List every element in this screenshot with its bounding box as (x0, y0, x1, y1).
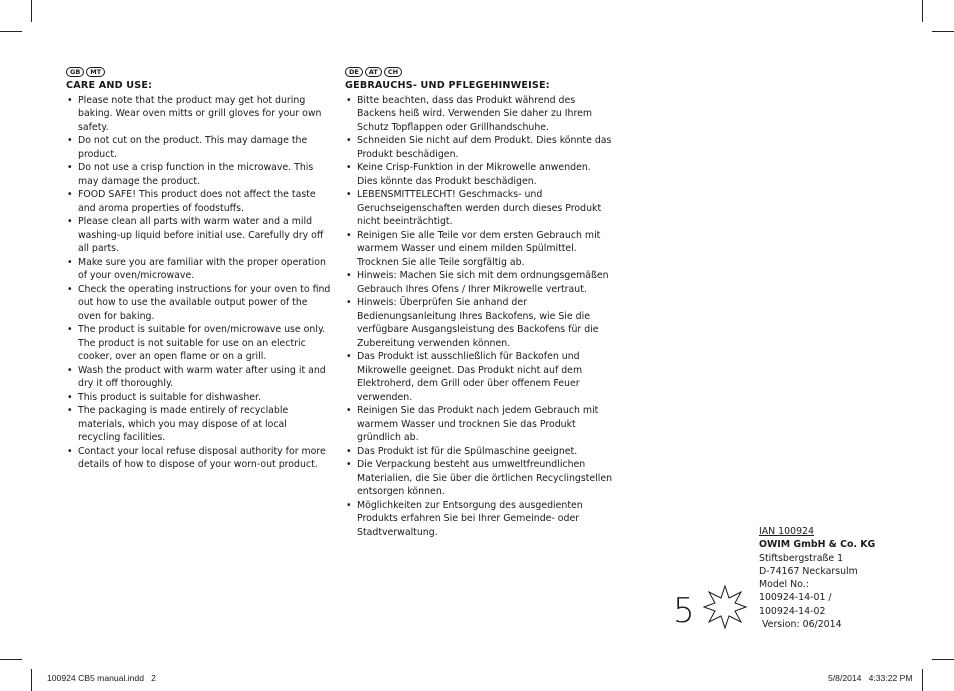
list-item: • Schneiden Sie nicht auf dem Produkt. Dies könnte das Produkt beschädigen. (345, 134, 613, 161)
model-label: Model No.: (759, 579, 809, 591)
company-city: D-74167 Neckarsulm (759, 565, 858, 577)
list-item: • Möglichkeiten zur Entsorgung des ausgedienten Produkts erfahren Sie bei Ihrer Gemeinde- oder Stadtverwaltung. (345, 499, 613, 540)
crop-mark-bottom-right-v (922, 669, 923, 691)
german-section (345, 66, 613, 539)
crop-mark-top-right-v (922, 0, 923, 22)
crop-mark-bottom-left-v (31, 669, 32, 691)
list-item: • Make sure you are familiar with the proper operation of your oven/microwave. (66, 256, 332, 283)
list-item: • Reinigen Sie alle Teile vor dem ersten Gebrauch mit warmem Wasser und einem milden Spülmittel. Trocknen Sie alle Teile sorgfältig ab. (345, 229, 613, 270)
list-item: • Check the operating instructions for your oven to find out how to use the available output power of the oven for baking. (66, 283, 332, 324)
model-number-1: 100924-14-01 / (759, 592, 832, 604)
list-item: • This product is suitable for dishwasher. (66, 391, 332, 405)
file-info: 100924 CB5 manual.indd 2 (47, 673, 156, 683)
list-item: • FOOD SAFE! This product does not affect the taste and aroma properties of foodstuffs. (66, 188, 332, 215)
crop-mark-top-right-h (932, 31, 954, 32)
language-badge: DE (345, 67, 363, 77)
print-timestamp: 5/8/2014 4:33:22 PM (828, 673, 913, 683)
company-street: Stiftsbergstraße 1 (759, 552, 844, 564)
starburst-icon (702, 584, 748, 630)
list-item: • Hinweis: Machen Sie sich mit dem ordnungsgemäßen Gebrauch Ihres Ofens / Ihrer Mikrowelle vertraut. (345, 269, 613, 296)
section-heading: CARE AND USE: (66, 80, 153, 91)
list-item: • Die Verpackung besteht aus umweltfreundlichen Materialien, die Sie über die örtlichen Recyclingstellen entsorgen können. (345, 458, 613, 499)
language-badge: MT (86, 67, 105, 77)
page-number: 5 (673, 591, 695, 631)
english-section (66, 66, 332, 472)
crop-mark-bottom-right-h (932, 659, 954, 660)
instruction-list (345, 94, 613, 540)
list-item: • Reinigen Sie das Produkt nach jedem Gebrauch mit warmem Wasser und trocknen Sie das Produkt gründlich ab. (345, 404, 613, 445)
model-number-2: 100924-14-02 (759, 605, 826, 617)
list-item: • Do not cut on the product. This may damage the product. (66, 134, 332, 161)
list-item: • The product is suitable for oven/microwave use only. The product is not suitable for use on an electric cooker, over an open flame or on a grill. (66, 323, 332, 364)
crop-mark-bottom-left-h (0, 659, 22, 660)
language-badges (345, 66, 613, 78)
list-item: • Please clean all parts with warm water and a mild washing-up liquid before initial use. Carefully dry off all parts. (66, 215, 332, 256)
list-item: • Contact your local refuse disposal authority for more details of how to dispose of your worn-out product. (66, 445, 332, 472)
section-heading: GEBRAUCHS- UND PFLEGEHINWEISE: (345, 80, 550, 91)
list-item: • Bitte beachten, dass das Produkt während des Backens heiß wird. Verwenden Sie daher zu Ihrem Schutz Topflappen oder Grillhandschuhe. (345, 94, 613, 135)
list-item: • The packaging is made entirely of recyclable materials, which you may dispose of at local recycling facilities. (66, 404, 332, 445)
language-badge: AT (365, 67, 382, 77)
language-badge: CH (384, 67, 402, 77)
list-item: • LEBENSMITTELECHT! Geschmacks- und Geruchseigenschaften werden durch dieses Produkt nicht beeinträchtigt. (345, 188, 613, 229)
company-info (759, 525, 875, 631)
list-item: • Das Produkt ist für die Spülmaschine geeignet. (345, 445, 613, 459)
list-item: • Das Produkt ist ausschließlich für Backofen und Mikrowelle geeignet. Das Produkt nicht auf dem Elektroherd, dem Grill oder über offenem Feuer verwenden. (345, 350, 613, 404)
instruction-list (66, 94, 332, 472)
language-badges (66, 66, 332, 78)
crop-mark-top-left-h (0, 31, 22, 32)
list-item: • Wash the product with warm water after using it and dry it off thoroughly. (66, 364, 332, 391)
company-name: OWIM GmbH & Co. KG (759, 539, 876, 551)
list-item: • Keine Crisp-Funktion in der Mikrowelle anwenden. Dies könnte das Produkt beschädigen. (345, 161, 613, 188)
list-item: • Please note that the product may get hot during baking. Wear oven mitts or grill gloves for your own safety. (66, 94, 332, 135)
ian-number: IAN 100924 (759, 526, 814, 537)
language-badge: GB (66, 67, 84, 77)
crop-mark-top-left-v (31, 0, 32, 22)
version: Version: 06/2014 (762, 619, 842, 631)
list-item: • Hinweis: Überprüfen Sie anhand der Bedienungsanleitung Ihres Backofens, wie Sie die verfügbare Ausgangsleistung des Backofens für die Zubereitung verwenden können. (345, 296, 613, 350)
list-item: • Do not use a crisp function in the microwave. This may damage the product. (66, 161, 332, 188)
